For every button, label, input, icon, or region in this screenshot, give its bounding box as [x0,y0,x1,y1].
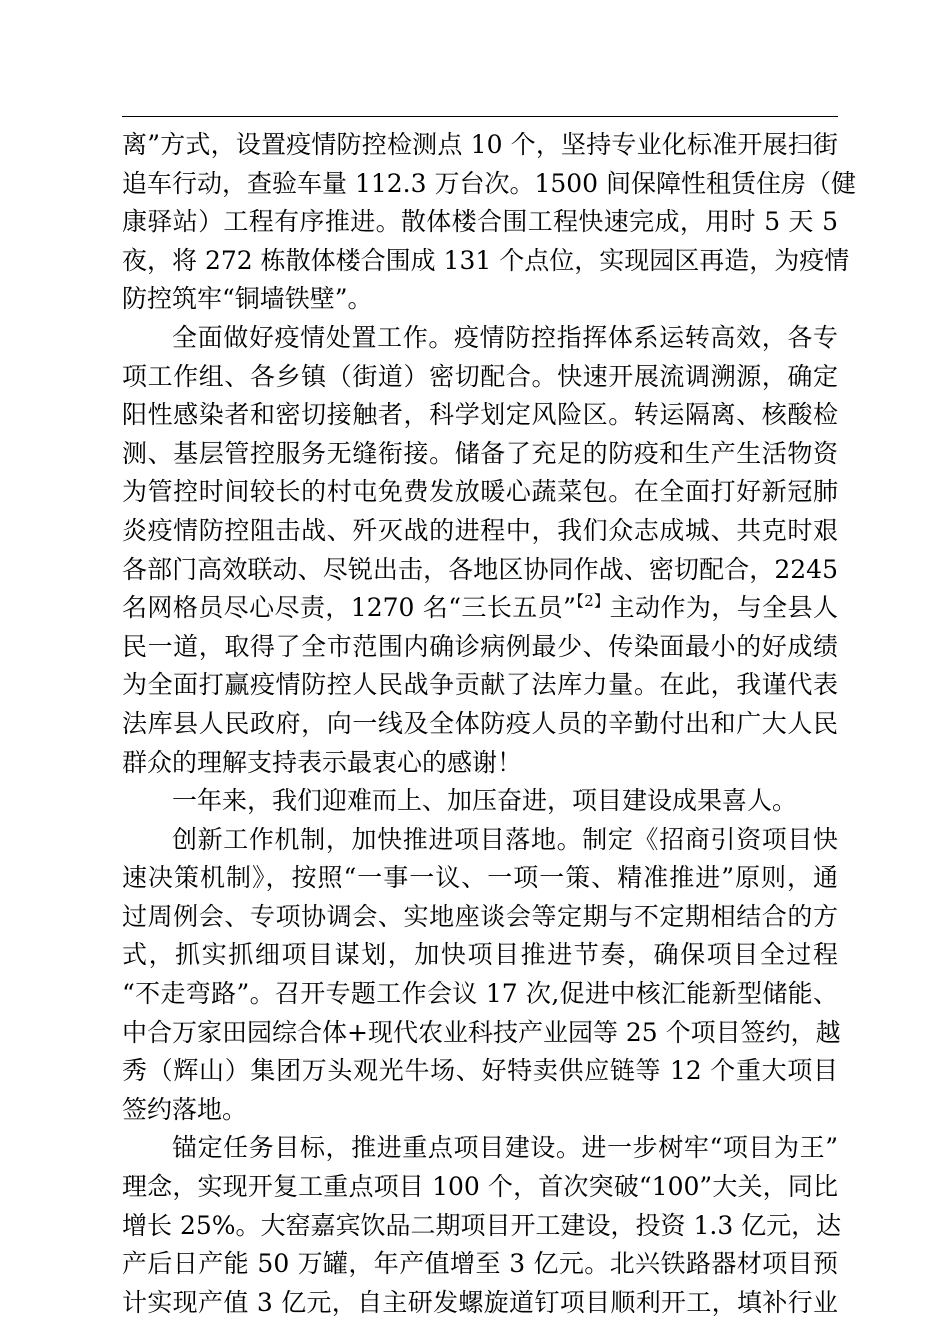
text-line: 签约落地。 [122,1094,248,1124]
text-line: 为管控时间较长的村屯免费发放暖心蔬菜包。在全面打好新冠肺 [122,477,838,507]
text-line: 全面做好疫情处置工作。疫情防控指挥体系运转高效，各专 [172,322,838,352]
paragraph-epidemic-handling [122,319,838,782]
paragraph-project-intro [122,782,838,821]
text-line: 民一道，取得了全市范围内确诊病例最少、传染面最小的好成绩 [122,631,838,661]
paragraph-key-projects [122,1129,842,1322]
text-line: 追车行动，查验车量 112.3 万台次。1500 间保障性租赁住房（健 [122,168,857,198]
text-line: 秀（辉山）集团万头观光牛场、好特卖供应链等 12 个重大项目 [122,1056,838,1086]
text-line: 康驿站）工程有序推进。散体楼合围工程快速完成，用时 5 天 5 [122,207,838,237]
paragraph-work-mechanism [122,821,841,1130]
text-line: 夜，将 272 栋散体楼合围成 131 个点位，实现园区再造，为疫情 [122,245,850,275]
text-line: 式，抓实抓细项目谋划，加快项目推进节奏，确保项目全过程 [122,940,838,970]
text-segment: 主动作为，与全县人 [609,593,838,623]
text-line: 中合万家田园综合体+现代农业科技产业园等 25 个项目签约，越 [122,1017,841,1047]
text-line: 创新工作机制，加快推进项目落地。制定《招商引资项目快 [172,824,838,854]
header-rule [122,116,838,117]
text-line: 炎疫情防控阻击战、歼灭战的进程中，我们众志成城、共克时艰 [122,515,838,545]
text-line: 为全面打赢疫情防控人民战争贡献了法库力量。在此，我谨代表 [122,670,838,700]
text-line: 测、基层管控服务无缝衔接。储备了充足的防疫和生产生活物资 [122,438,838,468]
text-line: 理念，实现开复工重点项目 100 个，首次突破“100”大关，同比 [122,1172,838,1202]
text-line: 产后日产能 50 万罐，年产值增至 3 亿元。北兴铁路器材项目预 [122,1249,838,1279]
text-line: 增长 25%。大窑嘉宾饮品二期项目开工建设，投资 1.3 亿元，达 [122,1210,842,1240]
document-body [122,126,857,1322]
text-line: 防控筑牢“铜墙铁壁”。 [122,284,373,314]
text-line-with-footnote [122,589,838,628]
text-line: 锚定任务目标，推进重点项目建设。进一步树牢“项目为王” [172,1133,838,1163]
text-line: 速决策机制》，按照“一事一议、一项一策、精准推进”原则，通 [122,863,838,893]
text-line: 各部门高效联动、尽锐出击，各地区协同作战、密切配合，2245 [122,554,838,584]
text-line: 阳性感染者和密切接触者，科学划定风险区。转运隔离、核酸检 [122,400,838,430]
text-line: “不走弯路”。召开专题工作会议 17 次,促进中核汇能新型储能、 [122,979,838,1009]
paragraph-epidemic-control-points [122,126,857,319]
text-line: 一年来，我们迎难而上、加压奋进，项目建设成果喜人。 [172,786,798,816]
text-line: 项工作组、各乡镇（街道）密切配合。快速开展流调溯源，确定 [122,361,838,391]
text-line: 法库县人民政府，向一线及全体防疫人员的辛勤付出和广大人民 [122,708,838,738]
text-line: 群众的理解支持表示最衷心的感谢！ [122,747,523,777]
footnote-marker: 【2】 [575,592,610,611]
text-segment: 名网格员尽心尽责，1270 名“三长五员” [122,593,576,623]
text-line: 计实现产值 3 亿元，自主研发螺旋道钉项目顺利开工，填补行业 [122,1287,838,1317]
text-line: 离”方式，设置疫情防控检测点 10 个，坚持专业化标准开展扫街 [122,130,838,159]
text-line: 过周例会、专项协调会、实地座谈会等定期与不定期相结合的方 [122,901,838,931]
